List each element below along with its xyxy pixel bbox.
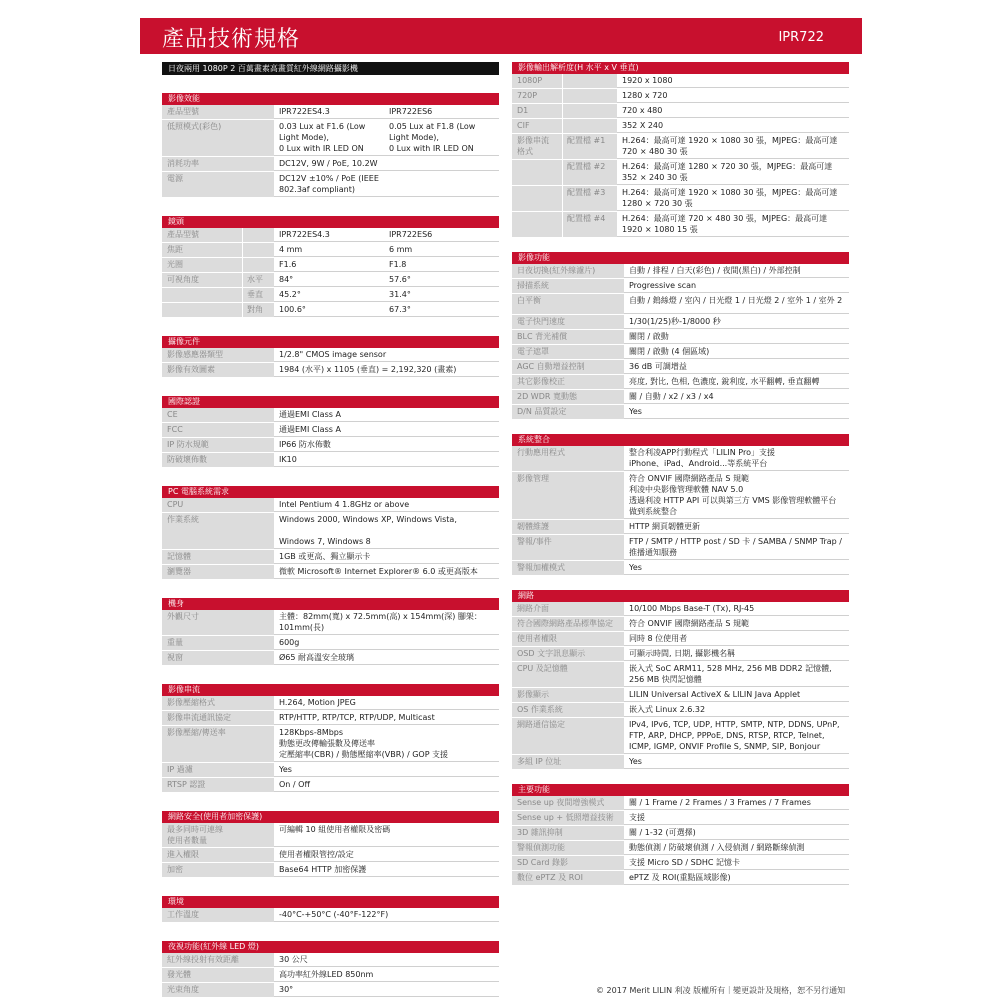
spec-value: 可顯示時間, 日期, 攝影機名稱 bbox=[624, 647, 849, 661]
spec-value: Windows 2000, Windows XP, Windows Vista, Windows 7, Windows 8 bbox=[274, 513, 499, 549]
spec-value: 600g bbox=[274, 636, 499, 650]
spec-label: 電子遮罩 bbox=[512, 345, 624, 359]
section-body bbox=[162, 598, 499, 666]
spec-value: 支援 Micro SD / SDHC 記憶卡 bbox=[624, 856, 849, 870]
spec-value: 關 / 1 Frame / 2 Frames / 3 Frames / 7 Frames bbox=[624, 796, 849, 810]
spec-row bbox=[512, 755, 849, 770]
spec-row bbox=[162, 363, 499, 378]
spec-row bbox=[512, 472, 849, 520]
spec-label bbox=[512, 160, 562, 185]
spec-value bbox=[384, 172, 499, 197]
spec-label: 行動應用程式 bbox=[512, 446, 624, 471]
page-title: 產品技術規格 bbox=[162, 27, 301, 52]
footer-copyright: © 2017 Merit LILIN 利凌 版權所有｜變更設計及規格，恕不另行通知 bbox=[596, 986, 846, 995]
spec-value: 通過EMI Class A bbox=[274, 408, 499, 422]
spec-value: 1280 x 720 bbox=[617, 89, 849, 103]
spec-value: RTP/HTTP, RTP/TCP, RTP/UDP, Multicast bbox=[274, 711, 499, 725]
spec-value bbox=[384, 157, 499, 171]
spec-value: Yes bbox=[624, 405, 849, 419]
spec-row bbox=[162, 258, 499, 273]
spec-label: CPU bbox=[162, 498, 274, 512]
spec-row bbox=[162, 453, 499, 468]
spec-row bbox=[512, 74, 849, 89]
spec-label: Sense up + 低照增益技術 bbox=[512, 811, 624, 825]
spec-label: AGC 自動增益控制 bbox=[512, 360, 624, 374]
spec-label: 紅外線投射有效距離 bbox=[162, 953, 274, 967]
spec-row bbox=[512, 345, 849, 360]
spec-label: OS 作業系統 bbox=[512, 703, 624, 717]
spec-row bbox=[162, 172, 499, 198]
spec-value: On / Off bbox=[274, 778, 499, 792]
spec-value: Ø65 耐高溫安全玻璃 bbox=[274, 651, 499, 665]
section-pc bbox=[162, 486, 499, 580]
spec-row bbox=[162, 498, 499, 513]
spec-row bbox=[512, 632, 849, 647]
section-header: 網路 bbox=[512, 590, 849, 602]
spec-sublabel bbox=[562, 119, 617, 133]
spec-value: 符合 ONVIF 國際網路產品 S 規範 bbox=[624, 617, 849, 631]
spec-row bbox=[512, 602, 849, 617]
spec-value: 通過EMI Class A bbox=[274, 423, 499, 437]
spec-value: 6 mm bbox=[384, 243, 499, 257]
spec-row bbox=[162, 778, 499, 793]
spec-value: IPR722ES6 bbox=[384, 228, 499, 242]
spec-value: Yes bbox=[624, 755, 849, 769]
spec-row bbox=[162, 423, 499, 438]
spec-label: 1080P bbox=[512, 74, 562, 88]
spec-row bbox=[162, 636, 499, 651]
spec-value: 4 mm bbox=[274, 243, 384, 257]
spec-row bbox=[162, 157, 499, 172]
spec-value: 使用者權限管控/設定 bbox=[274, 848, 499, 862]
spec-row bbox=[512, 134, 849, 160]
spec-label: SD Card 錄影 bbox=[512, 856, 624, 870]
spec-row bbox=[512, 279, 849, 294]
spec-label: 多組 IP 位址 bbox=[512, 755, 624, 769]
spec-value: 自動 / 排程 / 白天(彩色) / 夜間(黑白) / 外部控制 bbox=[624, 264, 849, 278]
spec-value: 可編輯 10 組使用者權限及密碼 bbox=[274, 823, 499, 847]
spec-value: 關閉 / 啟動 (4 個區域) bbox=[624, 345, 849, 359]
spec-row bbox=[512, 703, 849, 718]
model-number: IPR722 bbox=[778, 30, 824, 45]
section-header: 主要功能 bbox=[512, 784, 849, 796]
spec-sublabel: 配置檔 #2 bbox=[562, 160, 617, 185]
spec-label: 工作溫度 bbox=[162, 908, 274, 922]
spec-label: 瀏覽器 bbox=[162, 565, 274, 579]
spec-value: 10/100 Mbps Base-T (Tx), RJ-45 bbox=[624, 602, 849, 616]
spec-label: 警報/事件 bbox=[512, 535, 624, 560]
spec-value: 352 X 240 bbox=[617, 119, 849, 133]
spec-value: IPR722ES4.3 bbox=[274, 228, 384, 242]
spec-value: 高功率紅外線LED 850nm bbox=[274, 968, 499, 982]
spec-value: 1920 x 1080 bbox=[617, 74, 849, 88]
spec-row bbox=[512, 647, 849, 662]
spec-sublabel: 對角 bbox=[242, 303, 274, 317]
spec-value: 57.6° bbox=[384, 273, 499, 287]
spec-row bbox=[162, 823, 499, 848]
spec-row bbox=[512, 841, 849, 856]
spec-value: H.264：最高可達 1280 × 720 30 張，MJPEG：最高可達 352 × 240 30 張 bbox=[617, 160, 849, 185]
section-resolution bbox=[512, 62, 849, 238]
spec-row bbox=[162, 120, 499, 157]
spec-row bbox=[162, 513, 499, 550]
spec-label: 符合國際網路產品標準協定 bbox=[512, 617, 624, 631]
spec-value: 同時 8 位使用者 bbox=[624, 632, 849, 646]
section-env bbox=[162, 896, 499, 923]
spec-value: 30° bbox=[274, 983, 499, 997]
spec-value: 31.4° bbox=[384, 288, 499, 302]
spec-row bbox=[162, 438, 499, 453]
spec-value: 30 公尺 bbox=[274, 953, 499, 967]
spec-value: 關 / 1-32 (可選擇) bbox=[624, 826, 849, 840]
spec-row bbox=[162, 848, 499, 863]
spec-value: 關 / 自動 / x2 / x3 / x4 bbox=[624, 390, 849, 404]
spec-label: 影像顯示 bbox=[512, 688, 624, 702]
spec-label: CIF bbox=[512, 119, 562, 133]
spec-row bbox=[162, 243, 499, 258]
spec-row bbox=[162, 968, 499, 983]
spec-label: 重量 bbox=[162, 636, 274, 650]
spec-label: 影像壓縮/傳送率 bbox=[162, 726, 274, 762]
spec-value: F1.6 bbox=[274, 258, 384, 272]
spec-value: 關閉 / 啟動 bbox=[624, 330, 849, 344]
spec-row bbox=[512, 856, 849, 871]
spec-label: 影像串流通訊協定 bbox=[162, 711, 274, 725]
spec-row bbox=[162, 651, 499, 666]
spec-value: LILIN Universal ActiveX & LILIN Java Applet bbox=[624, 688, 849, 702]
section-header: PC 電腦系統需求 bbox=[162, 486, 499, 498]
spec-value: 0.05 Lux at F1.8 (Low Light Mode), 0 Lux with IR LED ON bbox=[384, 120, 499, 156]
spec-value: ePTZ 及 ROI(重點區域影像) bbox=[624, 871, 849, 885]
section-sensor bbox=[162, 336, 499, 378]
spec-label: 消耗功率 bbox=[162, 157, 274, 171]
spec-label: 影像有效圖素 bbox=[162, 363, 274, 377]
spec-row bbox=[512, 89, 849, 104]
spec-value: 720 x 480 bbox=[617, 104, 849, 118]
header-bar bbox=[140, 18, 862, 54]
spec-value: 1/30(1/25)秒-1/8000 秒 bbox=[624, 315, 849, 329]
section-header: 影像功能 bbox=[512, 252, 849, 264]
spec-row bbox=[512, 811, 849, 826]
spec-label: 警報加權模式 bbox=[512, 561, 624, 575]
spec-row bbox=[512, 264, 849, 279]
spec-value: IPR722ES6 bbox=[384, 105, 499, 119]
spec-label: 其它影像校正 bbox=[512, 375, 624, 389]
spec-row bbox=[162, 273, 499, 288]
section-header: 影像串流 bbox=[162, 684, 499, 696]
section-header: 機身 bbox=[162, 598, 499, 610]
right-column bbox=[512, 62, 849, 886]
spec-label: 進入權限 bbox=[162, 848, 274, 862]
spec-row bbox=[512, 405, 849, 420]
spec-label bbox=[512, 212, 562, 237]
spec-label: 使用者權限 bbox=[512, 632, 624, 646]
section-ir bbox=[162, 941, 499, 998]
spec-label bbox=[512, 186, 562, 211]
spec-row bbox=[162, 228, 499, 243]
spec-row bbox=[162, 908, 499, 923]
spec-label: 電源 bbox=[162, 172, 274, 197]
section-network bbox=[512, 590, 849, 770]
spec-label: 視窗 bbox=[162, 651, 274, 665]
spec-value: 微軟 Microsoft® Internet Explorer® 6.0 或更高版本 bbox=[274, 565, 499, 579]
spec-row bbox=[512, 315, 849, 330]
spec-label: D1 bbox=[512, 104, 562, 118]
section-header: 系統整合 bbox=[512, 434, 849, 446]
spec-row bbox=[512, 294, 849, 315]
spec-row bbox=[512, 718, 849, 755]
spec-sublabel bbox=[242, 228, 274, 242]
spec-label: 作業系統 bbox=[162, 513, 274, 549]
left-column bbox=[162, 62, 499, 998]
spec-row bbox=[512, 390, 849, 405]
spec-value: 100.6° bbox=[274, 303, 384, 317]
spec-row bbox=[162, 105, 499, 120]
section-header: 鏡頭 bbox=[162, 216, 499, 228]
spec-value: 1984 (水平) x 1105 (垂直) = 2,192,320 (畫素) bbox=[274, 363, 499, 377]
spec-value: 84° bbox=[274, 273, 384, 287]
spec-sublabel: 配置檔 #4 bbox=[562, 212, 617, 237]
spec-label bbox=[162, 288, 242, 302]
spec-row bbox=[162, 610, 499, 636]
spec-row bbox=[512, 535, 849, 561]
spec-value: IPv4, IPv6, TCP, UDP, HTTP, SMTP, NTP, DDNS, UPnP, FTP, ARP, DHCP, PPPoE, DNS, RTSP, RTCP, Telnet, ICMP, IGMP, ONVIF Profile S, SNMP, SIP, Bonjour bbox=[624, 718, 849, 754]
spec-value: F1.8 bbox=[384, 258, 499, 272]
spec-label: 電子快門速度 bbox=[512, 315, 624, 329]
spec-row bbox=[512, 104, 849, 119]
product-title-bar: 日夜兩用 1080P 2 百萬畫素高畫質紅外線網路攝影機 bbox=[162, 62, 499, 75]
spec-value: H.264：最高可達 1920 × 1080 30 張，MJPEG：最高可達 720 × 480 30 張 bbox=[617, 134, 849, 159]
spec-row bbox=[512, 375, 849, 390]
spec-value: 67.3° bbox=[384, 303, 499, 317]
spec-value: 45.2° bbox=[274, 288, 384, 302]
spec-row bbox=[512, 796, 849, 811]
spec-row bbox=[162, 696, 499, 711]
spec-label: 外觀尺寸 bbox=[162, 610, 274, 635]
spec-value: 嵌入式 Linux 2.6.32 bbox=[624, 703, 849, 717]
spec-label: 警報偵測功能 bbox=[512, 841, 624, 855]
spec-row bbox=[512, 360, 849, 375]
spec-value: 嵌入式 SoC ARM11, 528 MHz, 256 MB DDR2 記憶體, 256 MB 快閃記憶體 bbox=[624, 662, 849, 687]
spec-sublabel bbox=[562, 104, 617, 118]
spec-label: IP 防水規範 bbox=[162, 438, 274, 452]
spec-row bbox=[162, 863, 499, 878]
spec-row bbox=[162, 288, 499, 303]
spec-label: 光圈 bbox=[162, 258, 242, 272]
spec-value: H.264：最高可達 1920 × 1080 30 張，MJPEG：最高可達 1280 × 720 30 張 bbox=[617, 186, 849, 211]
spec-value: Progressive scan bbox=[624, 279, 849, 293]
spec-sublabel: 水平 bbox=[242, 273, 274, 287]
spec-label: 720P bbox=[512, 89, 562, 103]
spec-value: IK10 bbox=[274, 453, 499, 467]
spec-label: 焦距 bbox=[162, 243, 242, 257]
spec-value: IP66 防水佈數 bbox=[274, 438, 499, 452]
spec-label: D/N 品質設定 bbox=[512, 405, 624, 419]
section-header: 攝像元件 bbox=[162, 336, 499, 348]
spec-value: 動態偵測 / 防破壞偵測 / 入侵偵測 / 網路斷線偵測 bbox=[624, 841, 849, 855]
section-image bbox=[512, 252, 849, 420]
spec-row bbox=[512, 446, 849, 472]
spec-row bbox=[162, 408, 499, 423]
spec-label: 加密 bbox=[162, 863, 274, 877]
spec-label: 網路通信協定 bbox=[512, 718, 624, 754]
spec-label: CPU 及記憶體 bbox=[512, 662, 624, 687]
spec-row bbox=[512, 212, 849, 238]
spec-label: 記憶體 bbox=[162, 550, 274, 564]
spec-row bbox=[162, 726, 499, 763]
spec-row bbox=[162, 983, 499, 998]
section-main bbox=[512, 784, 849, 886]
spec-value: 128Kbps-8Mbps 動態更改傳輸張數及傳送率 定壓縮率(CBR) / 動態壓縮率(VBR) / GOP 支援 bbox=[274, 726, 499, 762]
section-header: 影像效能 bbox=[162, 93, 499, 105]
spec-value: -40°C-+50°C (-40°F-122°F) bbox=[274, 908, 499, 922]
spec-label: 可視角度 bbox=[162, 273, 242, 287]
spec-label: RTSP 認證 bbox=[162, 778, 274, 792]
spec-row bbox=[512, 617, 849, 632]
spec-value: H.264：最高可達 720 × 480 30 張，MJPEG：最高可達 1920 × 1080 15 張 bbox=[617, 212, 849, 237]
spec-label: OSD 文字訊息顯示 bbox=[512, 647, 624, 661]
spec-label: CE bbox=[162, 408, 274, 422]
spec-row bbox=[512, 330, 849, 345]
spec-row bbox=[162, 303, 499, 318]
spec-label: 最多同時可連線 使用者數量 bbox=[162, 823, 274, 847]
spec-value: 自動 / 鎢絲燈 / 室內 / 日光燈 1 / 日光燈 2 / 室外 1 / 室外 2 bbox=[624, 294, 849, 314]
spec-label: 產品型號 bbox=[162, 228, 242, 242]
section-header: 夜視功能(紅外線 LED 燈) bbox=[162, 941, 499, 953]
spec-sublabel bbox=[562, 74, 617, 88]
spec-row bbox=[512, 688, 849, 703]
spec-label: Sense up 夜間增強模式 bbox=[512, 796, 624, 810]
spec-value: 符合 ONVIF 國際網路產品 S 規範 利凌中央影像管理軟體 NAV 5.0 透過利凌 HTTP API 可以與第三方 VMS 影像管理軟體平台做到系統整合 bbox=[624, 472, 849, 519]
spec-label: 低照模式(彩色) bbox=[162, 120, 274, 156]
spec-value: Yes bbox=[274, 763, 499, 777]
spec-label: 影像管理 bbox=[512, 472, 624, 519]
spec-label: 數位 ePTZ 及 ROI bbox=[512, 871, 624, 885]
spec-row bbox=[162, 711, 499, 726]
spec-label: BLC 背光補償 bbox=[512, 330, 624, 344]
spec-label: 日夜切換(紅外線濾片) bbox=[512, 264, 624, 278]
spec-row bbox=[512, 186, 849, 212]
spec-label: 網路介面 bbox=[512, 602, 624, 616]
spec-value: 36 dB 可調增益 bbox=[624, 360, 849, 374]
section-header: 國際認證 bbox=[162, 396, 499, 408]
spec-value: IPR722ES4.3 bbox=[274, 105, 384, 119]
spec-sublabel: 垂直 bbox=[242, 288, 274, 302]
spec-value: 整合利凌APP行動程式「LILIN Pro」支援 iPhone、iPad、Android...等系統平台 bbox=[624, 446, 849, 471]
spec-value: DC12V ±10% / PoE (IEEE 802.3af compliant) bbox=[274, 172, 384, 197]
spec-value: 支援 bbox=[624, 811, 849, 825]
spec-row bbox=[512, 871, 849, 886]
section-stream bbox=[162, 684, 499, 793]
spec-row bbox=[162, 348, 499, 363]
spec-value: HTTP 網頁韌體更新 bbox=[624, 520, 849, 534]
spec-value: 1/2.8" CMOS image sensor bbox=[274, 348, 499, 362]
section-video bbox=[162, 93, 499, 198]
section-header: 環境 bbox=[162, 896, 499, 908]
spec-sublabel bbox=[242, 258, 274, 272]
spec-sublabel bbox=[562, 89, 617, 103]
spec-row bbox=[512, 520, 849, 535]
spec-label bbox=[162, 303, 242, 317]
spec-sublabel: 配置檔 #3 bbox=[562, 186, 617, 211]
spec-row bbox=[512, 160, 849, 186]
spec-label: 發光體 bbox=[162, 968, 274, 982]
spec-label: 防破壞佈數 bbox=[162, 453, 274, 467]
section-lens bbox=[162, 216, 499, 318]
section-security bbox=[162, 811, 499, 878]
spec-value: Yes bbox=[624, 561, 849, 575]
section-header: 影像輸出解析度(H 水平 x V 垂直) bbox=[512, 62, 849, 74]
spec-sublabel bbox=[242, 243, 274, 257]
spec-value: Base64 HTTP 加密保護 bbox=[274, 863, 499, 877]
spec-row bbox=[512, 826, 849, 841]
spec-value: 0.03 Lux at F1.6 (Low Light Mode), 0 Lux with IR LED ON bbox=[274, 120, 384, 156]
spec-label: 影像串流 格式 bbox=[512, 134, 562, 159]
spec-label: 影像感應器類型 bbox=[162, 348, 274, 362]
spec-row bbox=[512, 119, 849, 134]
spec-value: DC12V, 9W / PoE, 10.2W bbox=[274, 157, 384, 171]
spec-row bbox=[162, 763, 499, 778]
spec-label: 影像壓縮格式 bbox=[162, 696, 274, 710]
spec-label: 2D WDR 寬動態 bbox=[512, 390, 624, 404]
spec-label: 光束角度 bbox=[162, 983, 274, 997]
spec-label: FCC bbox=[162, 423, 274, 437]
spec-row bbox=[162, 565, 499, 580]
spec-value: FTP / SMTP / HTTP post / SD 卡 / SAMBA / SNMP Trap / 推播通知服務 bbox=[624, 535, 849, 560]
spec-value: H.264, Motion JPEG bbox=[274, 696, 499, 710]
section-cert bbox=[162, 396, 499, 468]
spec-label: 產品型號 bbox=[162, 105, 274, 119]
spec-value: Intel Pentium 4 1.8GHz or above bbox=[274, 498, 499, 512]
spec-sublabel: 配置檔 #1 bbox=[562, 134, 617, 159]
section-header: 網路安全(使用者加密保護) bbox=[162, 811, 499, 823]
spec-label: 白平衡 bbox=[512, 294, 624, 314]
spec-row bbox=[512, 662, 849, 688]
section-system bbox=[512, 434, 849, 576]
spec-label: 掃描系統 bbox=[512, 279, 624, 293]
spec-value: 主體：82mm(寬) x 72.5mm(高) x 154mm(深) 腳架：101mm(長) bbox=[274, 610, 499, 635]
spec-label: 3D 雜訊抑制 bbox=[512, 826, 624, 840]
spec-value: 1GB 或更高、獨立顯示卡 bbox=[274, 550, 499, 564]
spec-row bbox=[512, 561, 849, 576]
spec-label: 韌體維護 bbox=[512, 520, 624, 534]
spec-row bbox=[162, 953, 499, 968]
spec-label: IP 過濾 bbox=[162, 763, 274, 777]
spec-value: 亮度, 對比, 色相, 色濃度, 銳利度, 水平翻轉, 垂直翻轉 bbox=[624, 375, 849, 389]
spec-row bbox=[162, 550, 499, 565]
